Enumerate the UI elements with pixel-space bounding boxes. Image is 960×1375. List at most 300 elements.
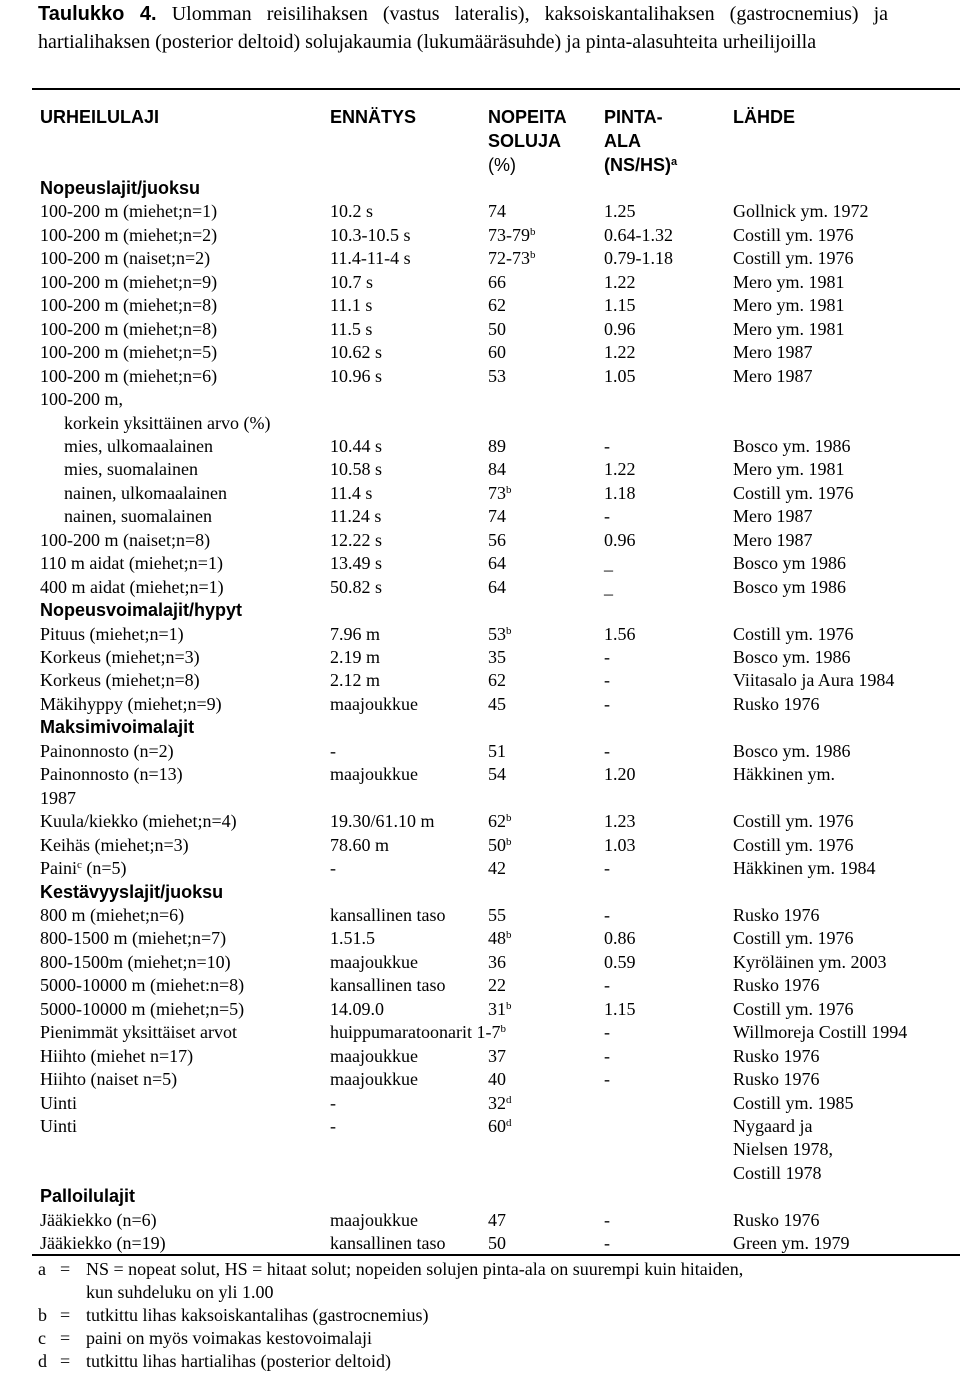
cell-area-ratio: -	[604, 1045, 610, 1066]
cell-record	[330, 1044, 418, 1068]
header-source: LÄHDE	[733, 107, 795, 127]
cell-fast-text: 50	[488, 1233, 506, 1254]
cell-area-ratio: 1.25	[604, 201, 636, 222]
table-row	[0, 223, 960, 247]
table-row	[0, 434, 960, 458]
cell-record	[330, 575, 382, 599]
cell-fast-cells	[488, 1114, 512, 1138]
cell-sport	[40, 1020, 237, 1044]
cell-sport-text: 100-200 m (naiset;n=2)	[40, 248, 211, 269]
cell-sport	[40, 833, 189, 857]
cell-sport	[40, 223, 217, 247]
cell-sport-text: mies, suomalainen	[64, 459, 198, 480]
cell-source: Mero 1987	[733, 506, 813, 527]
cell-sport-text: Paini	[40, 858, 78, 879]
cell-source: Costill ym. 1985	[733, 1092, 854, 1113]
cell-fast-cells	[488, 973, 506, 997]
cell-source: Nygaard ja	[733, 1116, 813, 1136]
cell-sport-text: 100-200 m (naiset;n=8)	[40, 529, 211, 550]
cell-sport	[40, 504, 212, 528]
table-row	[0, 950, 960, 974]
cell-fast-text: 50	[488, 834, 506, 855]
footnote-key: c	[38, 1328, 46, 1348]
cell-sport-text: Hiihto (naiset n=5)	[40, 1069, 178, 1090]
cell-fast-text: 60	[488, 342, 506, 363]
cell-record-text: maajoukkue	[330, 693, 418, 714]
cell-record	[330, 950, 418, 974]
cell-sport	[40, 692, 222, 716]
cell-source: Costill ym. 1976	[733, 623, 854, 644]
cell-record-text: 10.62 s	[330, 342, 383, 363]
cell-area-ratio: -	[604, 647, 610, 667]
section-heading: Palloilulajit	[40, 1186, 136, 1207]
cell-sport	[40, 1208, 157, 1232]
cell-source: Costill ym. 1976	[733, 482, 854, 503]
cell-fast-cells	[488, 997, 512, 1021]
cell-sport	[40, 926, 226, 950]
cell-sport-text: Pituus (miehet;n=1)	[40, 623, 184, 644]
cell-source: Rusko 1976	[733, 975, 820, 996]
cell-fast-cells	[488, 504, 506, 528]
cell-record-text: 11.24 s	[330, 506, 382, 527]
cell-fast-sup: b	[506, 835, 512, 848]
cell-area-ratio: 0.79-1.18	[604, 248, 673, 269]
cell-sport-text: Korkeus (miehet;n=8)	[40, 670, 200, 691]
cell-record	[330, 926, 375, 950]
cell-record	[330, 997, 384, 1021]
cell-fast-text: 72-73	[488, 248, 530, 269]
table-row	[0, 1044, 960, 1068]
cell-fast-cells	[488, 1091, 512, 1115]
cell-fast-cells	[488, 739, 506, 763]
table-row	[0, 504, 960, 528]
cell-source: Gollnick ym. 1972	[733, 201, 869, 222]
cell-fast-sup: b	[506, 624, 512, 637]
cell-record-text: 13.49 s	[330, 553, 383, 574]
cell-area-ratio: 1.22	[604, 459, 636, 480]
cell-sport	[40, 246, 210, 270]
cell-fast-cells	[488, 270, 506, 294]
cell-record-text: 11.1 s	[330, 295, 373, 316]
cell-fast-cells	[488, 434, 506, 458]
footnote-text: tutkittu lihas hartialihas (posterior deltoid)	[86, 1351, 391, 1371]
cell-sport	[40, 622, 184, 646]
cell-fast-cells	[488, 833, 512, 857]
cell-sport	[40, 387, 123, 411]
cell-sport	[40, 762, 183, 786]
cell-source: Mero 1987	[733, 365, 813, 386]
cell-source: Viitasalo ja Aura 1984	[733, 670, 895, 691]
caption-label: Taulukko 4.	[38, 3, 157, 25]
cell-record	[330, 973, 445, 997]
cell-area-ratio: -	[604, 740, 610, 761]
cell-record-text: 10.96 s	[330, 365, 383, 386]
cell-source: Costill ym. 1976	[733, 811, 854, 832]
cell-area-ratio: -	[604, 670, 610, 691]
cell-area-ratio: 0.96	[604, 318, 636, 339]
header-area-line3: (NS/HS)	[604, 155, 671, 175]
cell-sport-text: nainen, ulkomaalainen	[64, 482, 227, 503]
cell-sport	[40, 199, 217, 223]
cell-record-text: -	[330, 740, 336, 761]
section-heading: Nopeusvoimalajit/hypyt	[40, 600, 243, 621]
cell-area-ratio: 1.15	[604, 998, 636, 1019]
cell-fast-text: 56	[488, 529, 506, 550]
cell-fast-sup: b	[530, 249, 536, 262]
cell-sport	[40, 457, 198, 481]
cell-record-text: maajoukkue	[330, 951, 418, 972]
cell-sport-text: korkein yksittäinen arvo (%)	[64, 412, 271, 433]
table-row	[0, 833, 960, 857]
cell-source: Bosco ym. 1986	[733, 647, 851, 667]
cell-sport	[40, 1067, 177, 1091]
cell-fast-text: 47	[488, 1209, 506, 1230]
table-row	[0, 926, 960, 950]
cell-fast-text: 54	[488, 764, 506, 785]
cell-source: Bosco ym 1986	[733, 553, 847, 574]
cell-record	[330, 762, 418, 786]
footnote-equals: =	[60, 1351, 71, 1371]
cell-sport	[40, 809, 237, 833]
cell-sport-text: 100-200 m (miehet;n=5)	[40, 342, 218, 363]
table-row	[0, 762, 960, 786]
cell-fast-cells	[488, 1067, 506, 1091]
footnote-text: tutkittu lihas kaksoiskantalihas (gastrocnemius)	[86, 1305, 429, 1325]
cell-area-ratio: -	[604, 904, 610, 925]
cell-area-ratio: 1.15	[604, 295, 636, 316]
table-row	[0, 1091, 960, 1115]
table-row	[0, 786, 960, 810]
cell-source: Costill ym. 1976	[733, 834, 854, 855]
cell-sport-text: Uinti	[40, 1116, 78, 1136]
cell-fast-sup: b	[506, 812, 512, 825]
cell-record-text: maajoukkue	[330, 1045, 418, 1066]
cell-sport-text: 110 m aidat (miehet;n=1)	[40, 553, 223, 574]
cell-area-ratio: 0.96	[604, 529, 636, 550]
cell-fast-cells	[488, 223, 536, 247]
cell-fast-cells	[488, 317, 506, 341]
table-row	[0, 692, 960, 716]
cell-source: Rusko 1976	[733, 693, 820, 714]
cell-record	[330, 833, 389, 857]
cell-source: Häkkinen ym.	[733, 764, 835, 785]
cell-fast-sup: b	[506, 929, 512, 942]
cell-fast-cells	[488, 809, 512, 833]
cell-record-text: 2.19 m	[330, 647, 381, 667]
cell-record-text: kansallinen taso	[330, 975, 446, 996]
cell-record	[330, 1091, 336, 1115]
cell-fast-text: 45	[488, 693, 506, 714]
cell-record	[330, 1114, 336, 1138]
cell-record-text: -	[330, 1092, 336, 1113]
cell-fast-text: 60	[488, 1116, 506, 1136]
cell-source: Kyröläinen ym. 2003	[733, 951, 887, 972]
cell-sport	[40, 481, 227, 505]
cell-fast-text: 36	[488, 951, 506, 972]
cell-source: Mero ym. 1981	[733, 459, 845, 480]
table-row	[0, 1067, 960, 1091]
cell-fast-text: 84	[488, 459, 506, 480]
cell-fast-text: 62	[488, 670, 506, 691]
cell-fast-text: 37	[488, 1045, 506, 1066]
cell-fast-text: 53	[488, 623, 506, 644]
cell-record	[330, 856, 336, 880]
cell-record	[330, 622, 380, 646]
cell-area-ratio: 0.86	[604, 928, 636, 949]
cell-area-ratio: _	[604, 553, 613, 574]
table-row	[0, 1020, 960, 1044]
cell-fast-text: 22	[488, 975, 506, 996]
cell-fast-text: 48	[488, 928, 506, 949]
cell-fast-cells	[488, 692, 506, 716]
cell-sport-text: Pienimmät yksittäiset arvot	[40, 1022, 237, 1043]
table-row	[0, 575, 960, 599]
cell-source: Rusko 1976	[733, 1069, 820, 1090]
cell-source: Rusko 1976	[733, 1209, 820, 1230]
footnote-equals: =	[60, 1305, 71, 1325]
cell-record	[330, 434, 382, 458]
cell-record-text: 1.51.5	[330, 928, 375, 949]
cell-fast-text: 66	[488, 271, 506, 292]
cell-sport	[40, 293, 217, 317]
table-bottom-rule	[32, 1254, 960, 1256]
cell-sport-text: 100-200 m (miehet;n=2)	[40, 224, 218, 245]
footnote-key: d	[38, 1351, 47, 1371]
cell-sport-text: 100-200 m,	[40, 389, 123, 410]
cell-fast-cells	[488, 926, 512, 950]
cell-sport-text: 800 m (miehet;n=6)	[40, 904, 185, 925]
cell-source: Costill ym. 1976	[733, 224, 854, 245]
footnote-key: b	[38, 1305, 47, 1325]
cell-fast-text: 73	[488, 482, 506, 503]
cell-fast-sup: b	[530, 225, 536, 238]
cell-record	[330, 1020, 506, 1044]
cell-record	[330, 246, 411, 270]
cell-sport-text: 400 m aidat (miehet;n=1)	[40, 576, 224, 597]
cell-fast-text: 35	[488, 647, 506, 667]
cell-area-ratio: -	[604, 1209, 610, 1230]
cell-record	[330, 270, 373, 294]
cell-sport	[40, 903, 184, 927]
cell-record	[330, 809, 435, 833]
footnote-text: NS = nopeat solut, HS = hitaat solut; nopeiden solujen pinta-ala on suurempi kuin hitaiden,	[86, 1259, 744, 1279]
cell-area-ratio: -	[604, 1069, 610, 1090]
table-row	[0, 856, 960, 880]
footnote-equals: =	[60, 1328, 71, 1348]
cell-area-ratio: 1.22	[604, 271, 636, 292]
cell-record	[330, 317, 372, 341]
cell-source: Costill ym. 1976	[733, 928, 854, 949]
cell-source: Rusko 1976	[733, 904, 820, 925]
cell-record-text: 10.58 s	[330, 459, 383, 480]
cell-fast-cells	[488, 903, 506, 927]
cell-record-text: 11.5 s	[330, 318, 373, 339]
cell-record	[330, 481, 372, 505]
table-row	[0, 973, 960, 997]
cell-record	[330, 340, 382, 364]
table-row	[0, 668, 960, 692]
section-row	[0, 176, 960, 200]
cell-area-ratio: -	[604, 975, 610, 996]
cell-record-text: 10.7 s	[330, 271, 374, 292]
cell-record-text: huippumaratoonarit 1-7	[330, 1022, 501, 1043]
cell-record	[330, 457, 382, 481]
cell-fast-cells	[488, 340, 506, 364]
cell-sport-text: mies, ulkomaalainen	[64, 435, 213, 456]
cell-fast-text: 32	[488, 1092, 506, 1113]
table-row	[0, 199, 960, 223]
cell-source: Mero 1987	[733, 529, 813, 550]
header-sport: URHEILULAJI	[40, 107, 160, 127]
cell-fast-text: 89	[488, 435, 506, 456]
cell-fast-cells	[488, 668, 506, 692]
section-heading: Maksimivoimalajit	[40, 717, 195, 738]
cell-area-ratio: -	[604, 1233, 610, 1254]
cell-record-text: 14.09.0	[330, 998, 384, 1019]
cell-sport-text: 100-200 m (miehet;n=6)	[40, 365, 218, 386]
cell-sport-text: Uinti	[40, 1092, 78, 1113]
header-area-line2: ALA	[604, 131, 641, 151]
section-row	[0, 880, 960, 904]
cell-record	[330, 1208, 418, 1232]
cell-sport-text: 100-200 m (miehet;n=8)	[40, 318, 218, 339]
cell-sport	[40, 1231, 166, 1255]
footnote-text: paini on myös voimakas kestovoimalaji	[86, 1328, 372, 1348]
table-row	[0, 645, 960, 669]
header-fast-line3: (%)	[488, 155, 516, 175]
cell-source: Rusko 1976	[733, 1045, 820, 1066]
footnote-key: a	[38, 1259, 46, 1279]
cell-record	[330, 903, 445, 927]
cell-record-sup: b	[500, 1023, 506, 1036]
cell-sport	[40, 786, 76, 810]
cell-source: Bosco ym. 1986	[733, 740, 851, 761]
cell-area-ratio: 1.20	[604, 764, 636, 785]
cell-record	[330, 504, 381, 528]
cell-area-ratio: _	[604, 576, 613, 597]
table-row	[0, 457, 960, 481]
table-row	[0, 1231, 960, 1255]
table-row	[0, 293, 960, 317]
cell-record	[330, 668, 380, 692]
cell-area-ratio: 1.18	[604, 482, 636, 503]
cell-area-ratio: 1.05	[604, 365, 636, 386]
cell-sport-text: Jääkiekko (n=6)	[40, 1209, 157, 1230]
cell-fast-text: 40	[488, 1069, 506, 1090]
cell-sport	[40, 973, 244, 997]
cell-record	[330, 223, 411, 247]
cell-fast-text: 42	[488, 858, 506, 879]
table-row	[0, 1137, 960, 1161]
cell-sport-text: 800-1500 m (miehet;n=7)	[40, 928, 227, 949]
cell-record-text: 78.60 m	[330, 834, 390, 855]
header-area-sup: a	[671, 156, 678, 168]
cell-fast-cells	[488, 551, 506, 575]
cell-sport-text: 100-200 m (miehet;n=1)	[40, 201, 218, 222]
cell-fast-sup: b	[506, 483, 512, 496]
cell-fast-text: 74	[488, 201, 506, 222]
header-record: ENNÄTYS	[330, 107, 417, 127]
cell-record-text: 7.96 m	[330, 623, 381, 644]
section-row	[0, 715, 960, 739]
cell-sport	[40, 270, 217, 294]
cell-sport-text: Painonnosto (n=13)	[40, 764, 183, 785]
cell-sport	[40, 528, 210, 552]
cell-sport-sup: c	[77, 859, 82, 872]
footnote-equals: =	[60, 1259, 71, 1279]
table-top-rule	[32, 88, 960, 90]
cell-sport	[40, 317, 217, 341]
cell-sport	[40, 1091, 77, 1115]
table-row	[0, 528, 960, 552]
header-fast-line1: NOPEITA	[488, 107, 567, 127]
cell-fast-text: 50	[488, 318, 506, 339]
cell-sport	[40, 434, 213, 458]
cell-record-text: 2.12 m	[330, 670, 381, 691]
cell-area-ratio: -	[604, 1022, 610, 1043]
table-caption	[38, 0, 888, 56]
cell-record-text: 12.22 s	[330, 529, 383, 550]
cell-record-text: 50.82 s	[330, 576, 383, 597]
cell-record	[330, 528, 382, 552]
cell-fast-cells	[488, 293, 506, 317]
table-row	[0, 270, 960, 294]
cell-record-text: kansallinen taso	[330, 904, 446, 925]
cell-record-text: kansallinen taso	[330, 1233, 446, 1254]
cell-sport	[40, 340, 217, 364]
cell-record	[330, 1067, 418, 1091]
cell-record-text: 19.30/61.10 m	[330, 811, 435, 832]
cell-record-text: -	[330, 1116, 336, 1136]
cell-fast-cells	[488, 528, 506, 552]
cell-fast-sup: d	[506, 1093, 512, 1106]
header-area-line1: PINTA-	[604, 107, 663, 127]
cell-record	[330, 1231, 445, 1255]
table-row	[0, 1161, 960, 1185]
table-row	[0, 997, 960, 1021]
cell-record-text: maajoukkue	[330, 1069, 418, 1090]
header-fast-line2: SOLUJA	[488, 131, 562, 151]
table-row	[0, 387, 960, 411]
cell-fast-text: 64	[488, 553, 506, 574]
cell-fast-cells	[488, 1044, 506, 1068]
cell-source: Bosco ym. 1986	[733, 435, 851, 456]
cell-sport	[40, 1114, 77, 1138]
cell-sport-text: 5000-10000 m (miehet;n=5)	[40, 998, 245, 1019]
cell-sport-text: 800-1500m (miehet;n=10)	[40, 951, 231, 972]
cell-record-text: 10.2 s	[330, 201, 374, 222]
cell-sport	[40, 997, 244, 1021]
cell-record-text: 10.44 s	[330, 435, 383, 456]
cell-area-ratio: 1.56	[604, 623, 636, 644]
cell-source: Mero ym. 1981	[733, 318, 845, 339]
cell-record-text: 10.3-10.5 s	[330, 224, 411, 245]
cell-fast-text: 31	[488, 998, 506, 1019]
section-heading: Kestävyyslajit/juoksu	[40, 881, 224, 902]
cell-record-text: 11.4 s	[330, 482, 373, 503]
section-row	[0, 598, 960, 622]
cell-source: Costill ym. 1976	[733, 248, 854, 269]
table-row	[0, 622, 960, 646]
cell-record	[330, 364, 382, 388]
table-row	[0, 551, 960, 575]
cell-fast-sup: b	[506, 999, 512, 1012]
cell-sport-text: 1987	[40, 787, 76, 808]
cell-sport-text: 100-200 m (miehet;n=8)	[40, 295, 218, 316]
caption-text: Ulomman reisilihaksen (vastus lateralis), kaksoiskantalihaksen (gastrocnemius) ja hartialihaksen (posterior deltoid) solujakaumia (lukumääräsuhde) ja pinta-alasuhteita urheilijoilla	[38, 3, 889, 53]
table-row	[0, 317, 960, 341]
table-row	[0, 903, 960, 927]
